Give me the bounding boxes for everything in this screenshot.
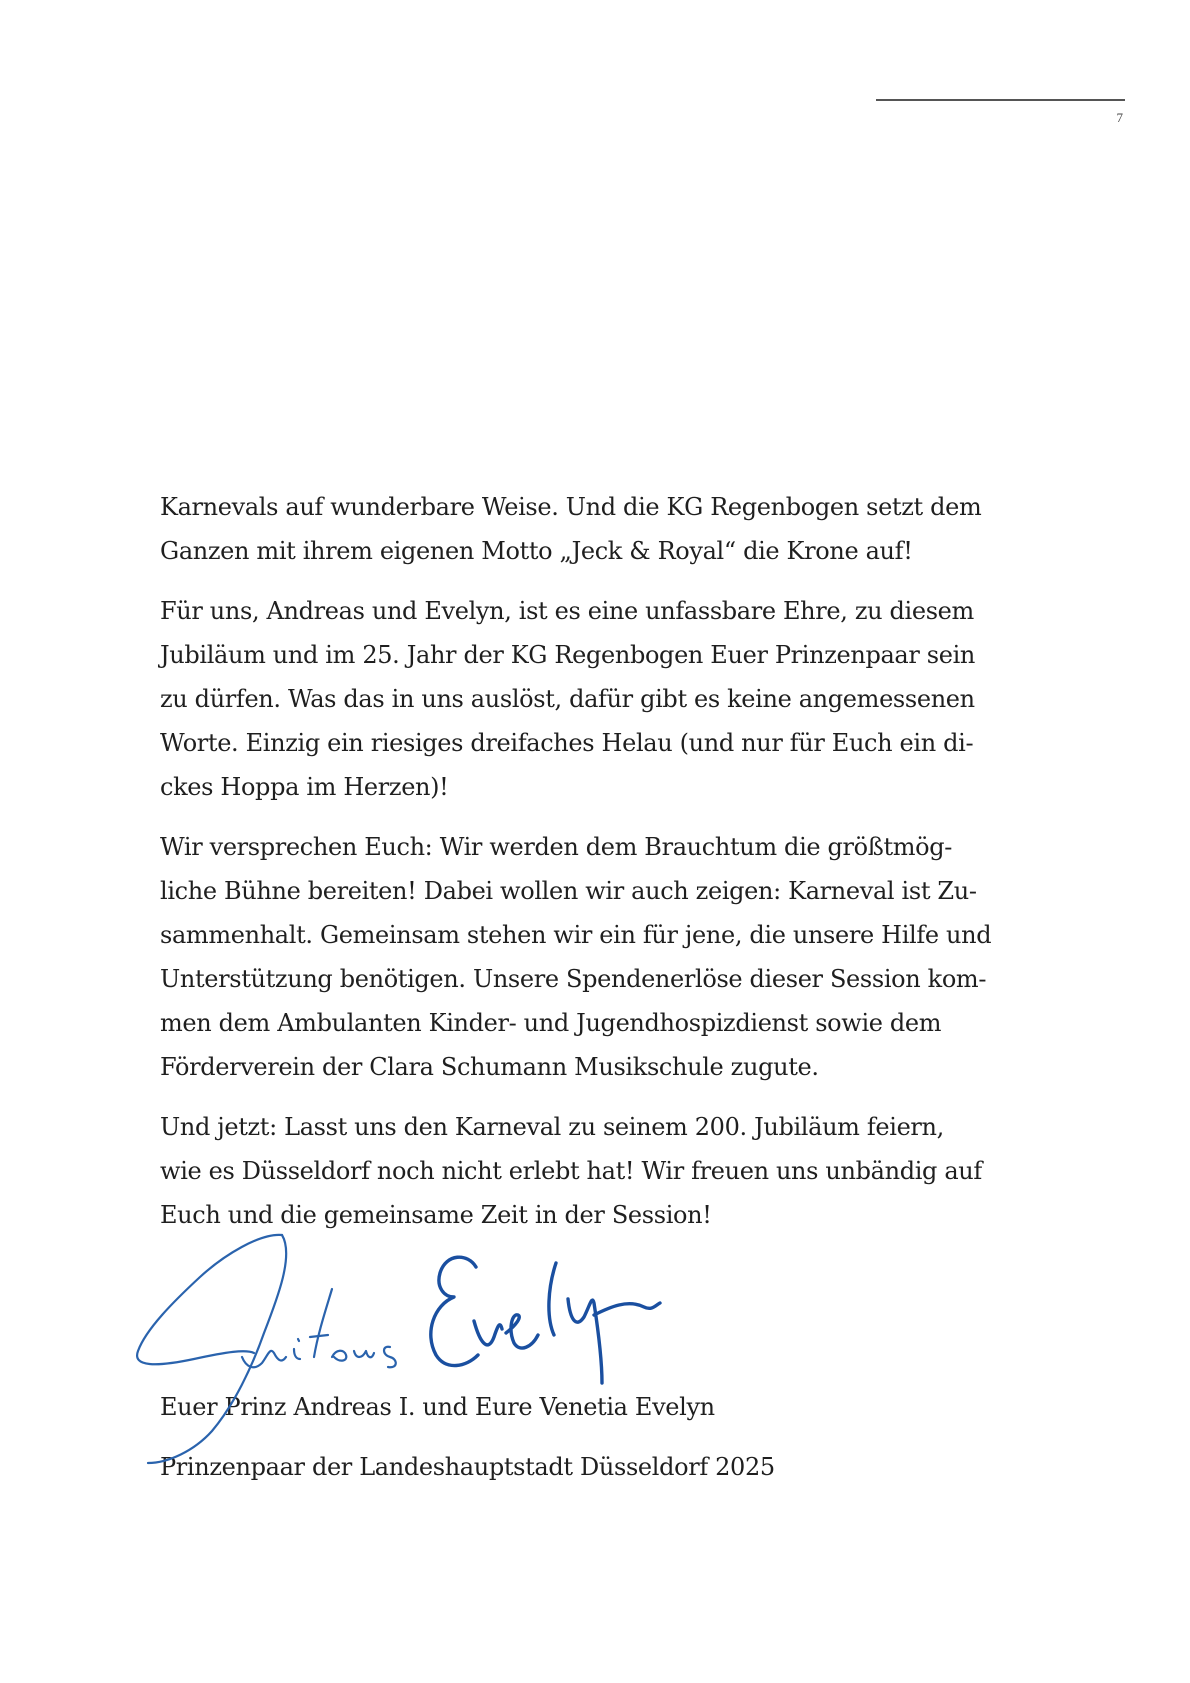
paragraph-4 [160, 1105, 982, 1237]
text-line: Karnevals auf wunderbare Weise. Und die KG Regenbogen setzt dem [160, 493, 982, 521]
text-line: Unterstützung benötigen. Unsere Spendenerlöse dieser Session kom- [160, 965, 987, 993]
signatories-line: Euer Prinz Andreas I. und Eure Venetia Evelyn [160, 1393, 715, 1421]
text-line: Ganzen mit ihrem eigenen Motto „Jeck & Royal“ die Krone auf! [160, 537, 913, 565]
text-line: sammenhalt. Gemeinsam stehen wir ein für jene, die unsere Hilfe und [160, 921, 992, 949]
signature-evelyn [431, 1257, 660, 1383]
letter-body [160, 485, 992, 1253]
text-line: Jubiläum und im 25. Jahr der KG Regenbogen Euer Prinzenpaar sein [160, 641, 976, 669]
page-number: 7 [1116, 110, 1123, 125]
paragraph-1 [160, 485, 982, 573]
text-line: Für uns, Andreas und Evelyn, ist es eine unfassbare Ehre, zu diesem [160, 597, 974, 625]
text-line: Worte. Einzig ein riesiges dreifaches Helau (und nur für Euch ein di- [160, 729, 974, 757]
text-line: zu dürfen. Was das in uns auslöst, dafür gibt es keine angemessenen [160, 685, 975, 713]
paragraph-2 [160, 589, 976, 809]
text-line: wie es Düsseldorf noch nicht erlebt hat! Wir freuen uns unbändig auf [160, 1157, 982, 1185]
text-line: Förderverein der Clara Schumann Musikschule zugute. [160, 1053, 819, 1081]
text-line: ckes Hoppa im Herzen)! [160, 773, 449, 801]
text-line: Euch und die gemeinsame Zeit in der Session! [160, 1201, 712, 1229]
text-line: liche Bühne bereiten! Dabei wollen wir auch zeigen: Karneval ist Zu- [160, 877, 977, 905]
text-line: men dem Ambulanten Kinder- und Jugendhospizdienst sowie dem [160, 1009, 942, 1037]
paragraph-3 [160, 825, 992, 1089]
text-line: Wir versprechen Euch: Wir werden dem Brauchtum die größtmög- [160, 833, 953, 861]
title-line: Prinzenpaar der Landeshauptstadt Düsseldorf 2025 [160, 1453, 775, 1481]
header-rule [876, 99, 1125, 101]
closing-block [160, 1385, 960, 1489]
text-line: Und jetzt: Lasst uns den Karneval zu seinem 200. Jubiläum feiern, [160, 1113, 944, 1141]
